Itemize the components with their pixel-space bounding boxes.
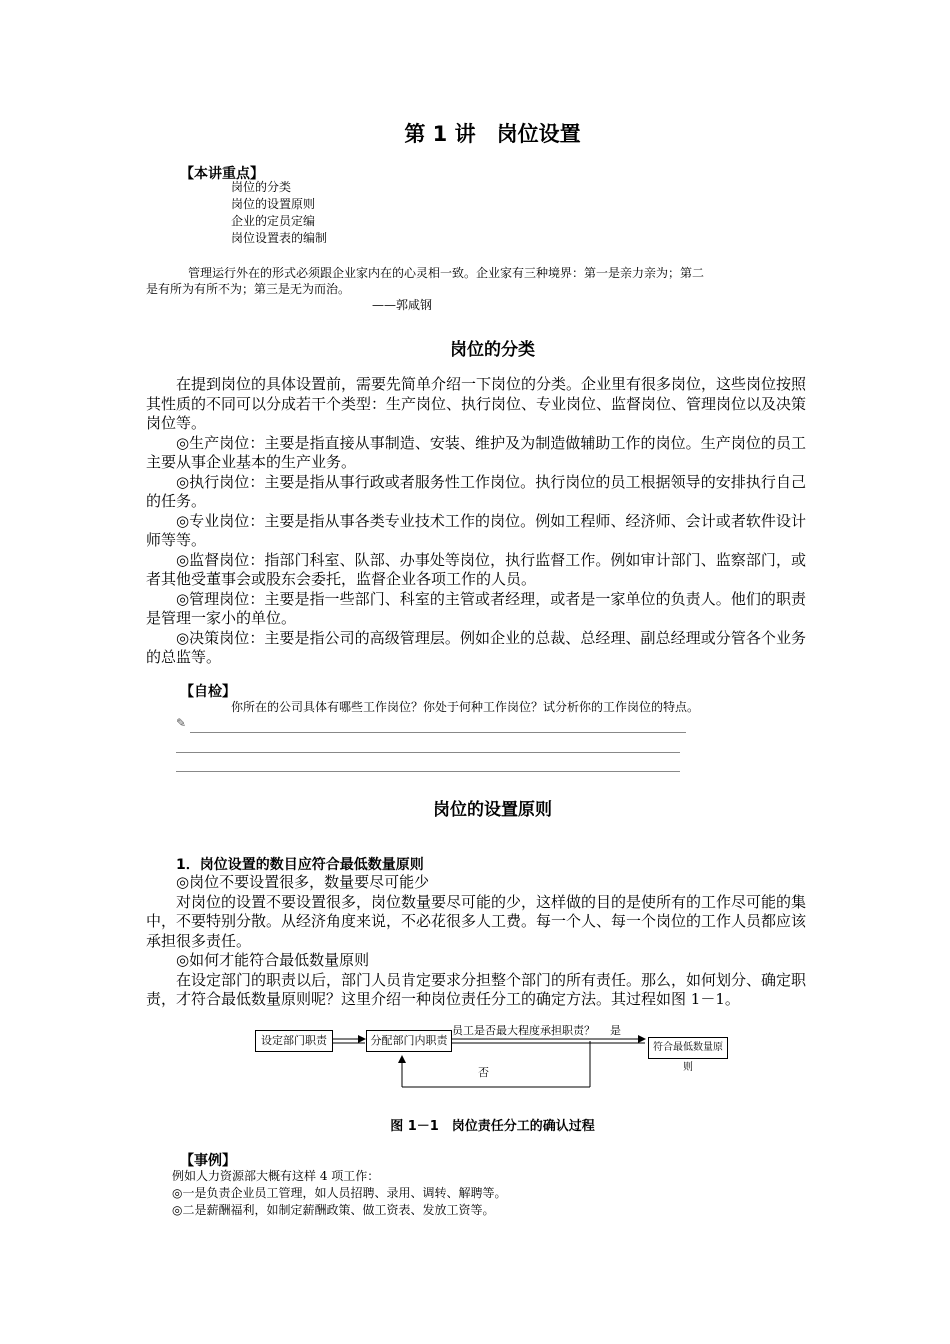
page-title: 第 1 讲 岗位设置 bbox=[404, 122, 581, 146]
paragraph: ◎管理岗位：主要是指一些部门、科室的主管或者经理，或者是一家单位的负责人。他们的职责是管理一家小的单位。 bbox=[146, 589, 806, 627]
paragraph: ◎专业岗位：主要是指从事各类专业技术工作的岗位。例如工程师、经济师、会计或者软件设计师等等。 bbox=[146, 511, 806, 549]
quote-line1: 管理运行外在的形式必须跟企业家内在的心灵相一致。企业家有三种境界：第一是亲力亲为；第二 bbox=[188, 266, 705, 280]
flow-diagram bbox=[250, 1024, 740, 1092]
section-heading-principles: 岗位的设置原则 bbox=[433, 800, 552, 820]
answer-line[interactable] bbox=[176, 752, 680, 753]
paragraph: ◎执行岗位：主要是指从事行政或者服务性工作岗位。执行岗位的员工根据领导的安排执行自己的任务。 bbox=[146, 472, 806, 510]
paragraph: 在设定部门的职责以后，部门人员肯定要求分担整个部门的所有责任。那么，如何划分、确定职责，才符合最低数量原则呢？这里介绍一种岗位责任分工的确定方法。其过程如图 1－1。 bbox=[146, 970, 807, 1008]
paragraph: 在提到岗位的具体设置前，需要先简单介绍一下岗位的分类。企业里有很多岗位，这些岗位按照其性质的不同可以分成若干个类型：生产岗位、执行岗位、专业岗位、监督岗位、管理岗位以及决策岗位等。 bbox=[146, 375, 807, 432]
focus-heading: 【本讲重点】 bbox=[180, 166, 264, 182]
case-line: 例如人力资源部大概有这样 4 项工作： bbox=[172, 1169, 380, 1183]
quote-line2: 是有所为有所不为；第三是无为而治。 bbox=[146, 282, 351, 296]
case-line: ◎一是负责企业员工管理，如人员招聘、录用、调转、解聘等。 bbox=[172, 1186, 507, 1200]
selfcheck-heading: 【自检】 bbox=[180, 684, 236, 700]
answer-line[interactable] bbox=[176, 771, 680, 772]
paragraph: ◎监督岗位：指部门科室、队部、办事处等岗位，执行监督工作。例如审计部门、监察部门，或者其他受董事会或股东会委托，监督企业各项工作的人员。 bbox=[146, 550, 806, 588]
box-set-dept-duties: 设定部门职责 bbox=[255, 1030, 333, 1052]
subsection-heading: 1．岗位设置的数目应符合最低数量原则 bbox=[176, 857, 424, 873]
yes-label: 是 bbox=[610, 1024, 621, 1037]
case-line: ◎二是薪酬福利，如制定薪酬政策、做工资表、发放工资等。 bbox=[172, 1203, 495, 1217]
box-assign-duties: 分配部门内职责 bbox=[366, 1030, 452, 1052]
focus-item: 企业的定员定编 bbox=[231, 214, 316, 228]
section-heading-classification: 岗位的分类 bbox=[450, 340, 535, 360]
focus-item: 岗位设置表的编制 bbox=[231, 231, 328, 245]
focus-list bbox=[231, 179, 327, 247]
no-label: 否 bbox=[478, 1066, 489, 1079]
figure-caption: 图 1－1 岗位责任分工的确认过程 bbox=[390, 1119, 595, 1134]
paragraph: ◎生产岗位：主要是指直接从事制造、安装、维护及为制造做辅助工作的岗位。生产岗位的员工主要从事企业基本的生产业务。 bbox=[146, 433, 806, 471]
case-body bbox=[172, 1168, 506, 1219]
paragraph: ◎决策岗位：主要是指公司的高级管理层。例如企业的总裁、总经理、副总经理或分管各个业务的总监等。 bbox=[146, 628, 806, 666]
selfcheck-question: 你所在的公司具体有哪些工作岗位？你处于何种工作岗位？试分析你的工作岗位的特点。 bbox=[231, 700, 700, 714]
decision-question: 员工是否最大程度承担职责？ bbox=[452, 1024, 595, 1037]
paragraph: 对岗位的设置不要设置很多，岗位数量要尽可能的少，这样做的目的是使所有的工作尽可能的集中，不要特别分散。从经济角度来说，不必花很多人工费。每一个人、每一个岗位的工作人员都应该承担很多责任。 bbox=[146, 892, 807, 950]
quote-author: ——郭咸钢 bbox=[372, 298, 433, 312]
focus-item: 岗位的分类 bbox=[231, 180, 292, 194]
answer-line[interactable] bbox=[190, 732, 686, 733]
section1-body bbox=[146, 375, 806, 668]
pen-icon: ✎ bbox=[176, 716, 187, 730]
box-min-quantity: 符合最低数量原则 bbox=[648, 1037, 728, 1059]
paragraph: ◎岗位不要设置很多，数量要尽可能少 bbox=[176, 873, 430, 891]
case-heading: 【事例】 bbox=[180, 1153, 236, 1169]
focus-item: 岗位的设置原则 bbox=[231, 197, 316, 211]
paragraph: ◎如何才能符合最低数量原则 bbox=[176, 951, 370, 969]
section2-body bbox=[146, 873, 806, 1010]
